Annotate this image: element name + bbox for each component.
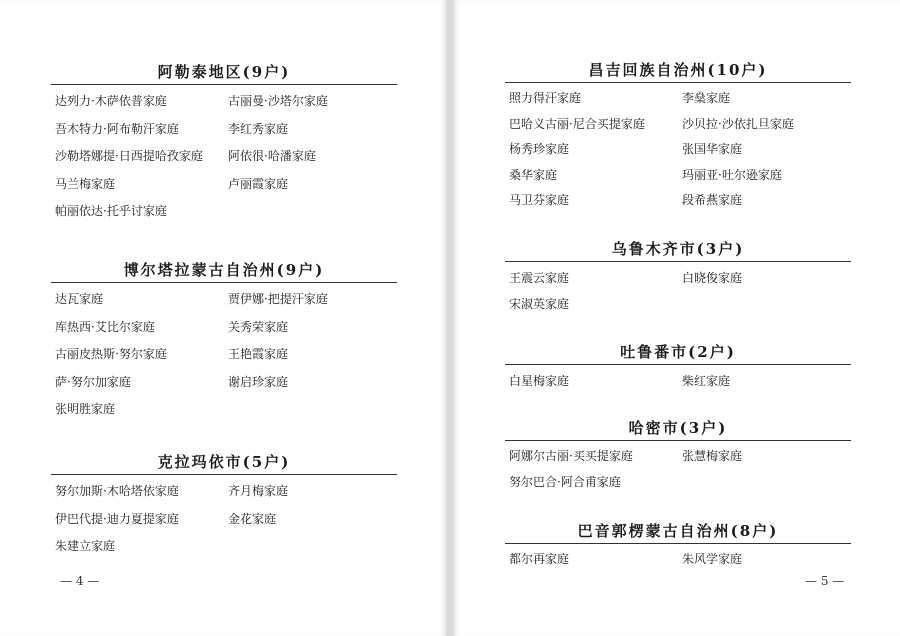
family-entry: 古丽皮热斯·努尔家庭 xyxy=(55,347,167,361)
family-entry: 柴红家庭 xyxy=(682,374,731,388)
family-entry: 古丽曼·沙塔尔家庭 xyxy=(228,94,328,108)
family-list xyxy=(51,475,397,561)
family-entry: 贾伊娜·把提汗家庭 xyxy=(228,292,328,306)
family-entry: 宋淑英家庭 xyxy=(509,297,570,311)
page-number: — 4 — xyxy=(60,574,100,588)
region-section xyxy=(505,237,851,317)
family-list xyxy=(51,283,397,424)
family-entry: 杨秀珍家庭 xyxy=(509,142,570,156)
family-list xyxy=(505,544,851,572)
family-list xyxy=(51,85,397,226)
region-section xyxy=(505,519,851,572)
family-entry: 沙勒塔娜提·日西提哈孜家庭 xyxy=(55,149,203,163)
region-section xyxy=(51,258,397,424)
family-entry: 都尔再家庭 xyxy=(509,552,570,566)
family-entry: 玛丽亚·吐尔逊家庭 xyxy=(682,167,782,182)
family-entry: 朱风学家庭 xyxy=(682,552,743,566)
family-entry: 吾木特力·阿布勒汗家庭 xyxy=(55,121,179,136)
family-entry: 桑华家庭 xyxy=(509,167,558,182)
section-title: 阿勒泰地区(9户) xyxy=(157,63,291,81)
section-title: 克拉玛依市(5户) xyxy=(157,453,291,471)
family-entry: 巴哈义古丽·尼合买提家庭 xyxy=(509,116,645,131)
section-title: 昌吉回族自治州(10户) xyxy=(588,61,768,79)
section-title: 吐鲁番市(2户) xyxy=(620,343,736,361)
family-entry: 王艳霞家庭 xyxy=(228,347,289,361)
region-section xyxy=(505,340,851,394)
family-entry: 达瓦家庭 xyxy=(55,292,104,306)
family-entry: 张国华家庭 xyxy=(682,142,743,156)
page-number: — 5 — xyxy=(805,574,845,588)
family-entry: 库热西·艾比尔家庭 xyxy=(55,319,155,334)
region-section xyxy=(51,60,397,226)
family-entry: 努尔加斯·木哈塔依家庭 xyxy=(55,484,179,498)
family-entry: 金花家庭 xyxy=(228,511,277,526)
family-entry: 卢丽霞家庭 xyxy=(228,176,289,191)
section-title: 巴音郭楞蒙古自治州(8户) xyxy=(577,522,779,540)
family-entry: 马卫芬家庭 xyxy=(509,193,570,207)
family-entry: 阿依很·哈潘家庭 xyxy=(228,149,316,163)
family-entry: 马兰梅家庭 xyxy=(55,176,116,191)
family-entry: 白星梅家庭 xyxy=(509,374,570,388)
family-entry: 张明胜家庭 xyxy=(55,402,116,416)
family-entry: 张慧梅家庭 xyxy=(682,449,743,463)
family-list xyxy=(505,365,851,394)
family-entry: 阿娜尔古丽·买买提家庭 xyxy=(509,449,633,463)
family-entry: 李红秀家庭 xyxy=(228,121,289,136)
section-title: 博尔塔拉蒙古自治州(9户) xyxy=(123,261,325,279)
family-entry: 段希燕家庭 xyxy=(682,193,743,207)
family-entry: 齐月梅家庭 xyxy=(228,484,289,498)
family-entry: 王震云家庭 xyxy=(509,271,570,285)
family-entry: 朱建立家庭 xyxy=(55,539,116,553)
family-entry: 白晓俊家庭 xyxy=(682,271,743,285)
family-entry: 帕丽依达·托乎讨家庭 xyxy=(55,204,167,218)
family-list xyxy=(505,83,851,214)
family-entry: 谢启珍家庭 xyxy=(228,374,289,389)
section-title: 乌鲁木齐市(3户) xyxy=(611,240,745,258)
region-section xyxy=(505,416,851,495)
family-entry: 照力得汗家庭 xyxy=(509,91,582,105)
family-entry: 达列力·木萨依普家庭 xyxy=(55,94,167,108)
family-entry: 关秀荣家庭 xyxy=(228,319,289,334)
family-list xyxy=(505,262,851,317)
region-section xyxy=(51,450,397,561)
family-entry: 萨·努尔加家庭 xyxy=(55,374,131,389)
family-entry: 努尔巴合·阿合甫家庭 xyxy=(509,474,621,489)
section-title: 哈密市(3户) xyxy=(628,419,728,437)
family-entry: 李燊家庭 xyxy=(682,91,731,105)
family-list xyxy=(505,441,851,495)
family-entry: 伊巴代提·迪力夏提家庭 xyxy=(55,511,179,526)
family-entry: 沙贝拉·沙依扎旦家庭 xyxy=(682,116,794,131)
region-section xyxy=(505,58,851,214)
